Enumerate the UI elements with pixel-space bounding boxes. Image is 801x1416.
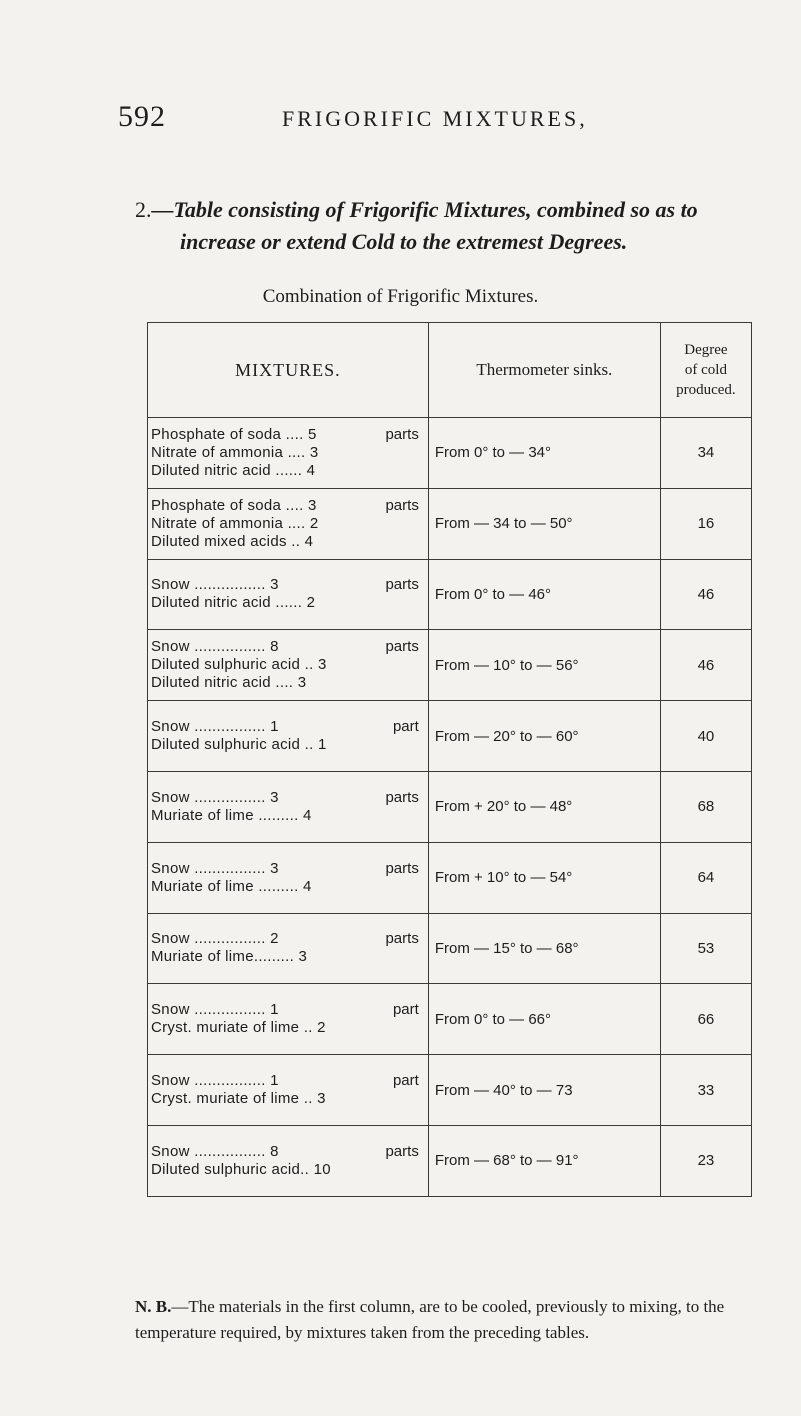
ingredient-unit: part xyxy=(392,1001,419,1019)
running-head: FRIGORIFIC MIXTURES, xyxy=(282,106,588,131)
mixture-cell xyxy=(148,418,429,489)
page-number: 592 xyxy=(118,100,166,133)
degree-cell: 53 xyxy=(660,913,751,984)
table-row xyxy=(148,771,752,842)
degree-cell: 46 xyxy=(660,630,751,701)
ingredient-list xyxy=(149,1143,427,1179)
degree-cell: 64 xyxy=(660,842,751,913)
ingredient-line: Diluted sulphuric acid .. 3 xyxy=(151,656,327,674)
table-row xyxy=(148,488,752,559)
ingredient-list xyxy=(149,497,427,551)
ingredient-unit: part xyxy=(392,718,419,736)
ingredient-list xyxy=(149,576,427,612)
header-thermometer: Thermometer sinks. xyxy=(428,323,660,418)
thermometer-range-cell: From + 10° to — 54° xyxy=(428,842,660,913)
thermometer-range-cell: From — 20° to — 60° xyxy=(428,701,660,772)
degree-cell: 34 xyxy=(660,418,751,489)
ingredient-list xyxy=(149,860,427,896)
footnote xyxy=(135,1294,775,1346)
ingredient-line: Diluted mixed acids .. 4 xyxy=(151,532,314,550)
table-row xyxy=(148,630,752,701)
table-body xyxy=(148,418,752,1197)
ingredient-line: Muriate of lime......... 3 xyxy=(151,948,308,966)
table-row xyxy=(148,913,752,984)
ingredient-line: Diluted sulphuric acid .. 1 xyxy=(151,736,327,754)
degree-cell: 33 xyxy=(660,1055,751,1126)
mixture-cell xyxy=(148,984,429,1055)
table-title-line2: increase or extend Cold to the extremest Degrees. xyxy=(180,229,628,254)
ingredient-list xyxy=(149,1001,427,1037)
degree-cell: 66 xyxy=(660,984,751,1055)
ingredient-list xyxy=(149,930,427,966)
ingredient-line: Snow ................ 8 xyxy=(151,638,279,656)
thermometer-range-cell: From — 34 to — 50° xyxy=(428,488,660,559)
header-degree xyxy=(660,323,751,418)
degree-cell: 46 xyxy=(660,559,751,630)
ingredient-unit: parts xyxy=(385,788,419,806)
footnote-text: —The materials in the first column, are to be cooled, previously to mixing, to the temperature required, by mixtures taken from the preceding tables. xyxy=(135,1297,725,1342)
thermometer-range-cell: From + 20° to — 48° xyxy=(428,771,660,842)
ingredient-line: Diluted nitric acid ...... 4 xyxy=(151,461,316,479)
mixture-cell xyxy=(148,630,429,701)
ingredient-list xyxy=(149,789,427,825)
thermometer-range-cell: From 0° to — 46° xyxy=(428,559,660,630)
table-row xyxy=(148,701,752,772)
ingredient-unit: parts xyxy=(385,930,419,948)
table-row xyxy=(148,1125,752,1196)
mixture-cell xyxy=(148,842,429,913)
ingredient-line: Diluted nitric acid .... 3 xyxy=(151,674,307,692)
degree-cell: 16 xyxy=(660,488,751,559)
ingredient-list xyxy=(149,718,427,754)
ingredient-line: Snow ................ 2 xyxy=(151,930,279,948)
ingredient-line: Nitrate of ammonia .... 3 xyxy=(151,443,319,461)
ingredient-list xyxy=(149,638,427,692)
ingredient-line: Snow ................ 8 xyxy=(151,1142,279,1160)
thermometer-range-cell: From — 40° to — 73 xyxy=(428,1055,660,1126)
ingredient-line: Phosphate of soda .... 5 xyxy=(151,425,317,443)
mixture-cell xyxy=(148,1055,429,1126)
ingredient-line: Snow ................ 1 xyxy=(151,1072,279,1090)
header-degree-line3: produced. xyxy=(676,382,736,398)
ingredient-line: Snow ................ 3 xyxy=(151,788,279,806)
header-mixtures: MIXTURES. xyxy=(148,323,429,418)
mixture-cell xyxy=(148,1125,429,1196)
table-title-number: 2. xyxy=(135,197,152,222)
ingredient-list xyxy=(149,426,427,480)
ingredient-line: Diluted nitric acid ...... 2 xyxy=(151,594,316,612)
ingredient-line: Cryst. muriate of lime .. 2 xyxy=(151,1019,326,1037)
ingredient-line: Diluted sulphuric acid.. 10 xyxy=(151,1160,331,1178)
header-degree-line1: Degree xyxy=(684,342,728,358)
degree-cell: 40 xyxy=(660,701,751,772)
table-header-row xyxy=(148,323,752,418)
ingredient-unit: parts xyxy=(385,496,419,514)
degree-cell: 23 xyxy=(660,1125,751,1196)
thermometer-range-cell: From 0° to — 34° xyxy=(428,418,660,489)
header-degree-line2: of cold xyxy=(684,362,727,378)
mixture-cell xyxy=(148,488,429,559)
table-row xyxy=(148,1055,752,1126)
ingredient-unit: parts xyxy=(385,425,419,443)
table-row xyxy=(148,559,752,630)
table-caption: Combination of Frigorific Mixtures. xyxy=(262,286,539,307)
ingredient-line: Muriate of lime ......... 4 xyxy=(151,877,312,895)
thermometer-range-cell: From — 10° to — 56° xyxy=(428,630,660,701)
table-row xyxy=(148,984,752,1055)
table-title xyxy=(135,194,775,258)
ingredient-unit: part xyxy=(392,1072,419,1090)
degree-cell: 68 xyxy=(660,771,751,842)
ingredient-line: Cryst. muriate of lime .. 3 xyxy=(151,1090,326,1108)
thermometer-range-cell: From 0° to — 66° xyxy=(428,984,660,1055)
ingredient-unit: parts xyxy=(385,576,419,594)
mixture-cell xyxy=(148,559,429,630)
frigorific-mixtures-table xyxy=(147,322,752,1197)
ingredient-line: Nitrate of ammonia .... 2 xyxy=(151,514,319,532)
mixture-cell xyxy=(148,771,429,842)
thermometer-range-cell: From — 15° to — 68° xyxy=(428,913,660,984)
ingredient-line: Phosphate of soda .... 3 xyxy=(151,496,317,514)
mixture-cell xyxy=(148,913,429,984)
ingredient-unit: parts xyxy=(385,1142,419,1160)
ingredient-line: Snow ................ 1 xyxy=(151,718,279,736)
ingredient-line: Snow ................ 3 xyxy=(151,576,279,594)
ingredient-line: Muriate of lime ......... 4 xyxy=(151,806,312,824)
ingredient-unit: parts xyxy=(385,638,419,656)
footnote-label: N. B. xyxy=(135,1297,172,1316)
ingredient-list xyxy=(149,1072,427,1108)
ingredient-line: Snow ................ 3 xyxy=(151,859,279,877)
table-row xyxy=(148,842,752,913)
table-row xyxy=(148,418,752,489)
ingredient-line: Snow ................ 1 xyxy=(151,1001,279,1019)
thermometer-range-cell: From — 68° to — 91° xyxy=(428,1125,660,1196)
ingredient-unit: parts xyxy=(385,859,419,877)
mixture-cell xyxy=(148,701,429,772)
table-title-line1: —Table consisting of Frigorific Mixtures, combined so as to xyxy=(151,197,698,222)
